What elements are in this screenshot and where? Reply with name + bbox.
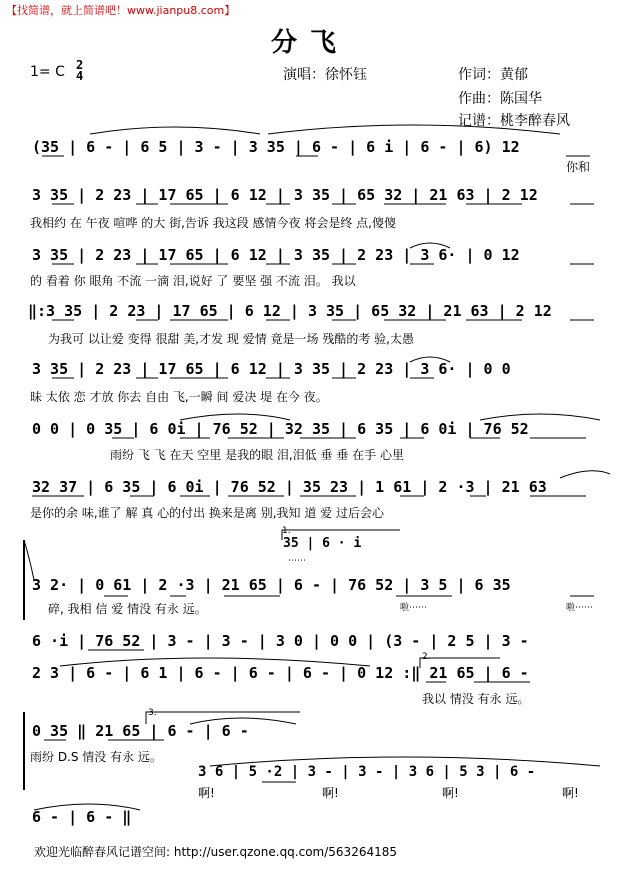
score-row-2-lyrics: 我相约 在 午夜 喧哗 的大 街,告诉 我这段 感情今夜 将会是终 点,傻傻 [30, 216, 396, 230]
transcriber-credit: 记谱：桃李醉春风 [458, 113, 570, 129]
time-numerator: 2 [76, 58, 84, 72]
score-row-7-notes: 32 37 | 6 35 | 6 0i | 76 52 | 35 23 | 1 61 | 2 ·3 | 21 63 [32, 478, 547, 496]
score-row-4-lyrics: 为我可 以让爱 变得 很甜 美,才发 现 爱情 竟是一场 残酷的考 验,太愚 [48, 332, 414, 346]
vocal-ah-3: 啊! [442, 786, 459, 800]
score-row-8-notes: 3 2· | 0 61 | 2 ·3 | 21 65 | 6 - | 76 52 | 3 5 | 6 35 [32, 576, 511, 594]
score-row-7-lyrics: 是你的余 味,谁了 解 真 心的付出 换来是离 别,我知 道 爱 过后会心 [30, 506, 384, 520]
score-row-5-notes: 3 35 | 2 23 | 17 65 | 6 12 | 3 35 | 2 23 | 3 6· | 0 0 [32, 360, 511, 378]
score-row-8-lyrics: 碎, 我相 信 爱 情没 有永 远。 [48, 602, 207, 616]
slur [90, 127, 260, 134]
vocal-ah-4: 啊! [562, 786, 579, 800]
second-ending-label: 2. [422, 652, 431, 662]
vocal-ah-1: 啊! [198, 786, 215, 800]
slur [560, 471, 610, 478]
time-signature [76, 60, 83, 82]
score-row-6-lyrics: 雨纷 飞 飞 在天 空里 是我的眼 泪,泪低 垂 垂 在手 心里 [110, 448, 404, 462]
score-row-12-notes: 6 - | 6 - ‖ [32, 808, 132, 826]
third-ending-notes: 3 6 | 5 ·2 | 3 - | 3 - | 3 6 | 5 3 | 6 - [198, 764, 536, 780]
key-signature: 1= C [30, 64, 65, 80]
score-row-10-lyrics: 我以 情没 有永 远。 [422, 692, 530, 706]
hum-mark-2: 啦⋯⋯ [566, 603, 594, 613]
score-row-1-notes: (35 | 6 - | 6 5 | 3 - | 3 35 | 6 - | 6 i | 6 - | 6) 12 [32, 138, 520, 156]
third-ending-label: 3. [148, 708, 157, 718]
hum-mark-1: 啦⋯⋯ [400, 603, 428, 613]
score-row-3-lyrics: 的 看着 你 眼角 不流 一滴 泪,说好 了 要坚 强 不流 泪。 我以 [30, 274, 356, 288]
score-row-4-notes: ‖:3 35 | 2 23 | 17 65 | 6 12 | 3 35 | 65 32 | 21 63 | 2 12 [28, 302, 552, 320]
score-row-9-notes: 6 ·i | 76 52 | 3 - | 3 - | 3 0 | 0 0 | (3 - | 2 5 | 3 - [32, 632, 529, 650]
score-row-1-lyrics: 你和 [566, 160, 591, 174]
first-ending-dots: ⋯⋯ [288, 556, 306, 566]
vocal-ah-2: 啊! [322, 786, 339, 800]
score-row-11-lyrics: 雨纷 D.S 情没 有永 远。 [30, 750, 162, 764]
first-ending-notes: 35 | 6 · i [283, 536, 362, 551]
score-row-10-notes: 2 3 | 6 - | 6 1 | 6 - | 6 - | 6 - | 0 12 :‖ 21 65 | 6 - [32, 664, 529, 682]
score-row-3-notes: 3 35 | 2 23 | 17 65 | 6 12 | 3 35 | 2 23 | 3 6· | 0 12 [32, 246, 520, 264]
score-row-5-lyrics: 昧 太依 恋 才放 你去 自由 飞,一瞬 间 爱决 堤 在今 夜。 [30, 390, 328, 404]
time-denominator: 4 [76, 69, 84, 83]
score-row-6-notes: 0 0 | 0 35 | 6 0i | 76 52 | 32 35 | 6 35 | 6 0i | 76 52 [32, 420, 529, 438]
lyricist-credit: 作词：黄郁 [458, 67, 528, 83]
slur [24, 540, 34, 580]
singer-credit: 演唱：徐怀钰 [283, 67, 367, 83]
footer-credit[interactable]: 欢迎光临醉春风记谱空间: http://user.qzone.qq.com/563264185 [34, 845, 398, 859]
score-row-2-notes: 3 35 | 2 23 | 17 65 | 6 12 | 3 35 | 65 32 | 21 63 | 2 12 [32, 186, 538, 204]
song-title: 分 飞 [271, 28, 339, 58]
site-banner-link[interactable]: 【找简谱，就上简谱吧！www.jianpu8.com】 [6, 4, 236, 17]
score-row-11-notes: 0 35 ‖ 21 65 | 6 - | 6 - [32, 722, 249, 740]
first-ending-label: 1. [282, 526, 291, 536]
composer-credit: 作曲：陈国华 [458, 91, 542, 107]
